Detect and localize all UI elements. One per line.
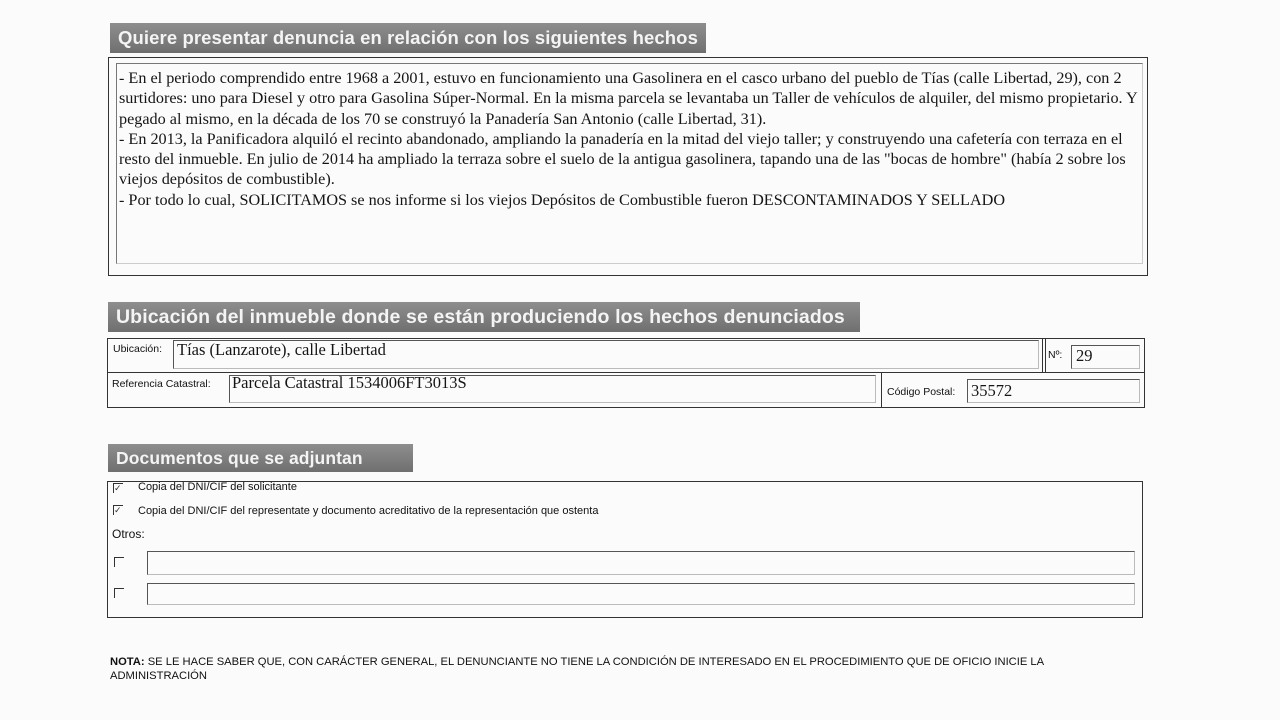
hechos-paragraph-2: - En 2013, la Panificadora alquiló el recinto abandonado, ampliando la panadería en la mitad del viejo taller; y construyendo una cafetería con terraza en el resto del inmueble. En julio de 2014 ha ampliado la terraza sobre el suelo de la antigua gasolinera, tapando una de las "bocas de hombre" (había 2 sobre los viejos depósitos de combustible). [119, 129, 1126, 189]
referencia-label: Referencia Catastral: [112, 378, 211, 390]
referencia-value: Parcela Catastral 1534006FT3013S [232, 373, 467, 392]
doc-label-dni-representante: Copia del DNI/CIF del representate y documento acreditativo de la representación que ostenta [138, 505, 599, 517]
ubicacion-label: Ubicación: [113, 343, 163, 355]
cp-label: Código Postal: [887, 386, 956, 398]
checkbox-otros-2[interactable] [114, 588, 124, 598]
otros-input-2[interactable] [147, 583, 1135, 605]
doc-label-dni-solicitante: Copia del DNI/CIF del solicitante [138, 481, 297, 493]
numero-label: Nº: [1048, 349, 1063, 361]
hechos-text [119, 68, 1139, 210]
nota [110, 655, 1140, 683]
ubicacion-section-header: Ubicación del inmueble donde se están produciendo los hechos denunciados [108, 302, 860, 332]
nota-text: SE LE HACE SABER QUE, CON CARÁCTER GENERAL, EL DENUNCIANTE NO TIENE LA CONDICIÓN DE INTERESADO EN EL PROCEDIMIENTO QUE DE OFICIO INICIE LA ADMINISTRACIÓN [110, 656, 1044, 682]
hechos-paragraph-3: - Por todo lo cual, SOLICITAMOS se nos informe si los viejos Depósitos de Combustible fueron DESCONTAMINADOS Y SELLADO [119, 190, 1006, 209]
otros-input-1[interactable] [147, 551, 1135, 575]
hechos-paragraph-1: - En el periodo comprendido entre 1968 a 2001, estuvo en funcionamiento una Gasolinera en el casco urbano del pueblo de Tías (calle Libertad, 29), con 2 surtidores: uno para Diesel y otro para Gasolina Súper-Normal. En la misma parcela se levantaba un Taller de vehículos de alquiler, del mismo propietario. Y pegado al mismo, en la década de los 70 se construyó la Panadería San Antonio (calle Libertad, 31). [119, 69, 1138, 128]
hechos-section-header: Quiere presentar denuncia en relación con los siguientes hechos [110, 23, 706, 53]
checkbox-otros-1[interactable] [114, 557, 124, 567]
numero-value: 29 [1076, 346, 1093, 365]
checkbox-dni-representante[interactable]: ✓ [114, 505, 122, 515]
ubicacion-value: Tías (Lanzarote), calle Libertad [177, 340, 386, 359]
nota-label: NOTA: [110, 656, 145, 668]
documentos-section-header: Documentos que se adjuntan [108, 444, 413, 472]
otros-label: Otros: [112, 527, 145, 541]
cp-value: 35572 [971, 381, 1013, 400]
checkbox-dni-solicitante[interactable]: ✓ [114, 483, 122, 493]
